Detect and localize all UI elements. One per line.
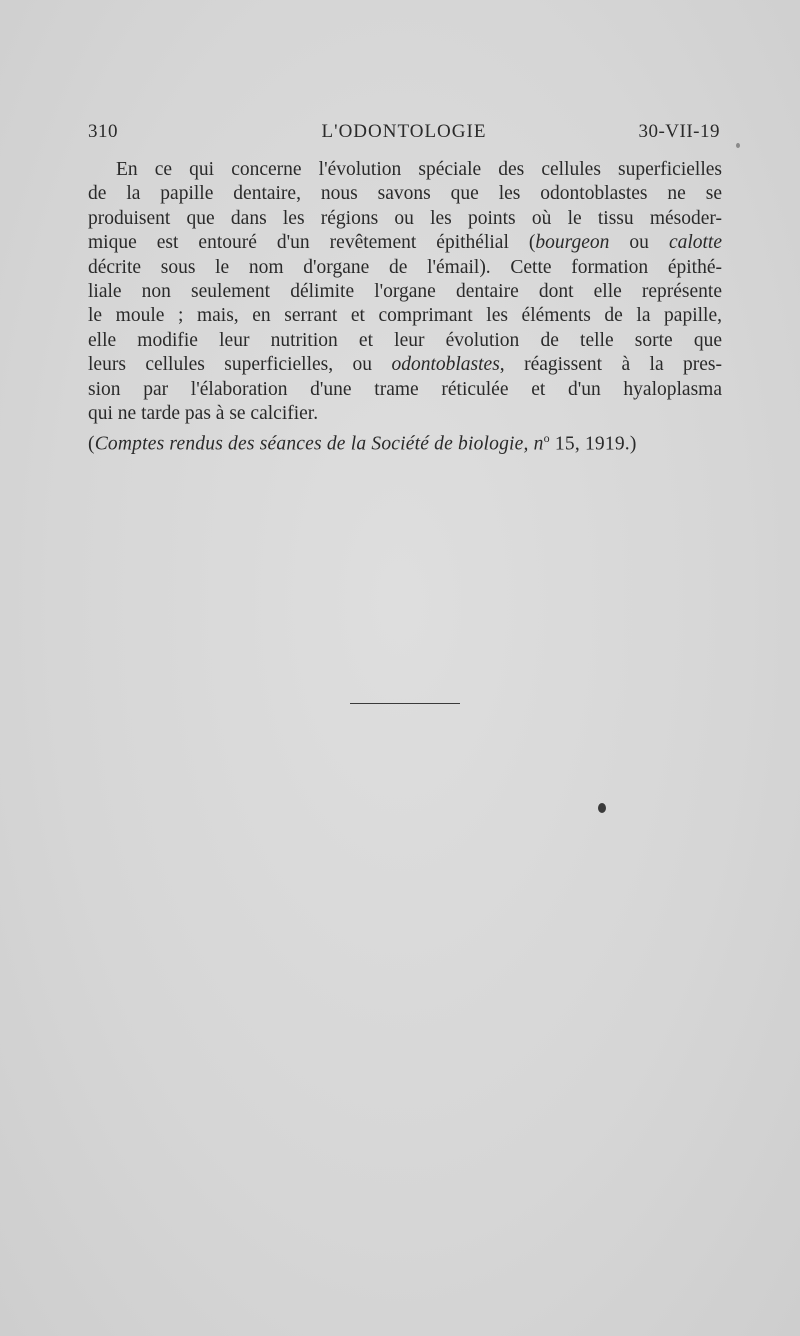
italic-term-bourgeon: bourgeon [535,232,610,254]
ink-speck [598,803,606,813]
italic-term-calotte: calotte [668,232,723,254]
text-line: liale non seulement délimite l'organe dentaire dont elle représente [88,281,722,303]
text-line: sion par l'élaboration d'une trame réticulée et d'un hyaloplasma [88,378,722,400]
text-line: En ce qui concerne l'évolution spéciale des cellules superficielles [116,159,722,180]
text-run: ou [609,232,669,254]
citation-source: Comptes rendus des séances de la Société de biologie, n [94,433,544,455]
running-head [88,121,720,145]
citation [88,426,722,457]
text-line: décrite sous le nom d'organe de l'émail). Cette formation épithé- [88,256,722,278]
page-number: 310 [88,121,118,142]
citation-number: 15, 1919.) [549,433,637,455]
article-body [88,158,722,457]
ink-speck [736,143,740,148]
section-rule [350,703,460,704]
italic-term-odontoblastes: odontoblastes [391,354,500,376]
issue-date: 30-VII-19 [638,121,720,142]
text-line: elle modifie leur nutrition et leur évolution de telle sorte que [88,329,722,351]
text-run: , réagissent à la pres- [499,354,723,376]
citation-paren: ( [88,433,95,455]
citation-superscript: o [543,431,550,446]
text-line: de la papille dentaire, nous savons que les odontoblastes ne se [88,183,722,205]
text-run: leurs cellules superficielles, ou [88,354,392,376]
text-line: produisent que dans les régions ou les points où le tissu mésoder- [88,207,722,229]
text-line [88,353,722,377]
text-line [88,231,722,255]
text-run: mique est entouré d'un revêtement épithélial ( [88,232,536,254]
text-line: le moule ; mais, en serrant et comprimant les éléments de la papille, [88,305,722,327]
journal-title: L'ODONTOLOGIE [321,121,487,142]
text-line: qui ne tarde pas à se calcifier. [88,403,319,425]
